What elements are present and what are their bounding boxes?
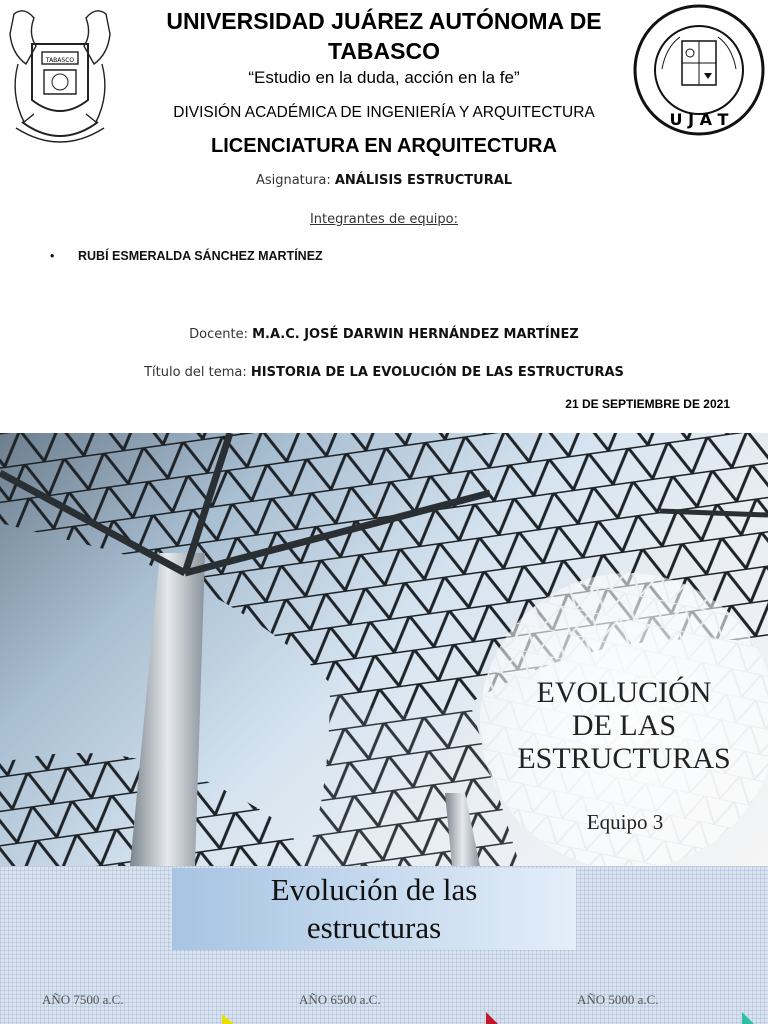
- timeline-markers: [0, 1006, 768, 1024]
- subject-value: ANÁLISIS ESTRUCTURAL: [334, 173, 513, 188]
- division-name: DIVISIÓN ACADÉMICA DE INGENIERÍA Y ARQUITECTURA: [173, 104, 595, 121]
- topic-value: HISTORIA DE LA EVOLUCIÓN DE LAS ESTRUCTURAS: [250, 365, 624, 380]
- bullet-icon: •: [50, 249, 55, 263]
- subject-label: Asignatura:: [255, 173, 335, 188]
- slide2-title: [172, 871, 576, 947]
- document-date: 21 DE SEPTIEMBRE DE 2021: [565, 397, 730, 411]
- slide1-title-line: ESTRUCTURAS: [517, 742, 731, 775]
- team-member-name: RUBÍ ESMERALDA SÁNCHEZ MARTÍNEZ: [78, 249, 323, 263]
- svg-text:U J A T: U J A T: [669, 110, 729, 129]
- university-name: UNIVERSIDAD JUÁREZ AUTÓNOMA DE TABASCO: [166, 8, 602, 64]
- subject-line: [0, 173, 768, 188]
- slide2-title-line: estructuras: [306, 910, 442, 945]
- slide2-title-line: Evolución de las: [270, 872, 478, 907]
- timeline-year-label: AÑO 6500 a.C.: [299, 992, 381, 1007]
- slide1-team-label: Equipo 3: [586, 810, 664, 834]
- topic-line: [0, 365, 768, 380]
- slide1-title: [500, 676, 748, 775]
- teacher-label: Docente:: [189, 327, 253, 342]
- topic-label: Título del tema:: [144, 365, 251, 380]
- slide1-title-line: EVOLUCIÓN: [536, 676, 712, 709]
- svg-text:TABASCO: TABASCO: [45, 57, 75, 64]
- cover-slide-image: [0, 433, 768, 866]
- team-heading: Integrantes de equipo:: [309, 212, 459, 227]
- timeline-marker-teal: [742, 1012, 754, 1024]
- division-seal-logo: [632, 3, 766, 137]
- timeline-marker-yellow: [222, 1014, 234, 1024]
- teacher-line: [0, 327, 768, 342]
- timeline-marker-red: [486, 1012, 498, 1024]
- ujat-coat-of-arms-logo: [4, 4, 116, 156]
- team-member-item: [50, 249, 323, 263]
- degree-name: LICENCIATURA EN ARQUITECTURA: [211, 135, 557, 157]
- timeline-year-label: AÑO 5000 a.C.: [577, 992, 659, 1007]
- slide1-title-line: DE LAS: [571, 709, 677, 742]
- university-motto: “Estudio en la duda, acción en la fe”: [248, 68, 520, 87]
- timeline-year-label: AÑO 7500 a.C.: [42, 992, 124, 1007]
- teacher-value: M.A.C. JOSÉ DARWIN HERNÁNDEZ MARTÍNEZ: [252, 327, 579, 342]
